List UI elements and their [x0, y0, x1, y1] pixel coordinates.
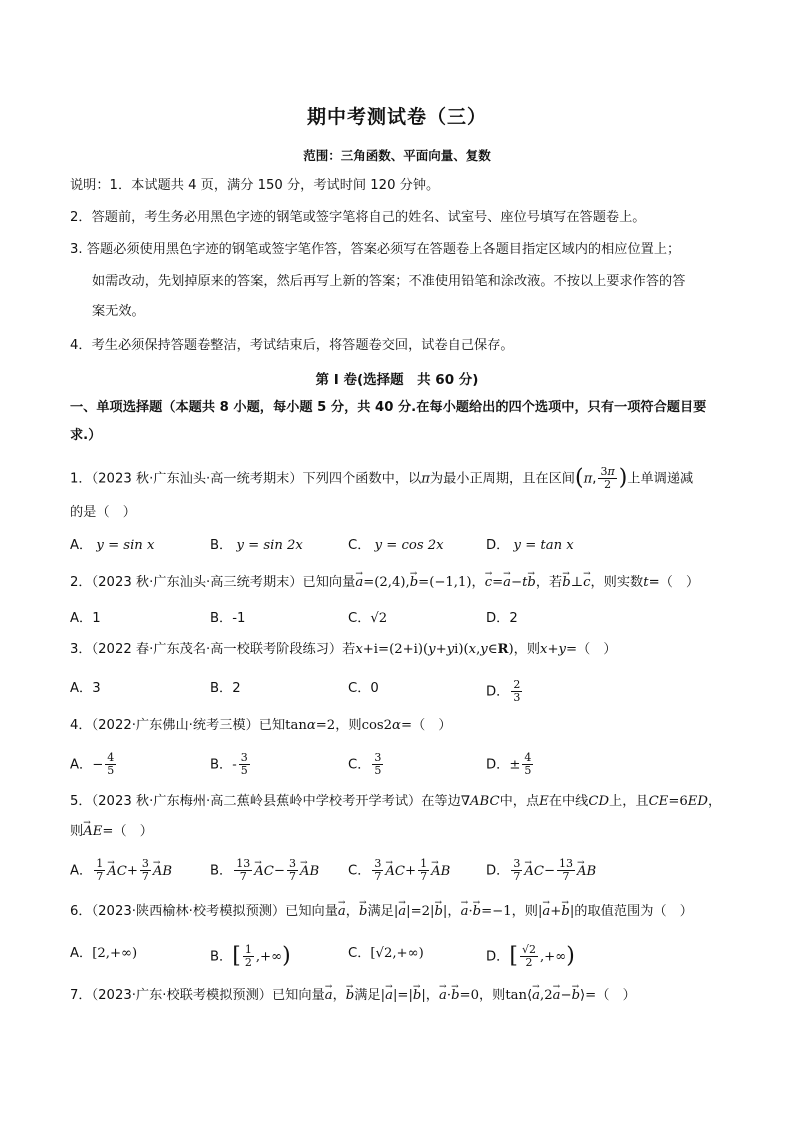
question-6-option-d[interactable]: D．[ $\frac{√2}{2}$ ,+∞) [486, 943, 575, 969]
question-3-option-b[interactable]: B．2 [210, 681, 241, 696]
question-5-stem: 5．（2023 秋·广东梅州·高二蕉岭县蕉岭中学校考开学考试）在等边∇ABC中，点E在中线CD上，且CE=6ED， [70, 794, 722, 809]
question-6-stem: 6．（2023·陕西榆林·校考模拟预测）已知向量→ a，→ b满足|→ a|=2|→ b|，→ a·→ b=−1，则|→ a+→ b|的取值范围为（ ） [70, 902, 693, 922]
question-4-stem: 4．（2022·广东佛山·统考三模）已知tanα=2，则cos2α=（ ） [70, 718, 452, 733]
instruction-1: 说明：1．本试题共 4 页，满分 150 分，考试时间 120 分钟。 [70, 178, 440, 193]
question-1-stem-cont: 的是（ ） [70, 505, 136, 520]
question-5-option-a[interactable]: A． $\frac{1}{7}$ → AC+ $\frac{3}{7}$ → AB [70, 858, 172, 883]
question-6-option-b[interactable]: B．[ $\frac{1}{2}$ ,+∞) [210, 943, 291, 969]
section-title: 第 I 卷(选择题 共 60 分) [315, 372, 479, 388]
instruction-3-cont: 如需改动，先划掉原来的答案，然后再写上新的答案；不准使用铅笔和涂改液。不按以上要求作答的答 [92, 274, 686, 289]
instruction-2: 2．答题前，考生务必用黑色字迹的钢笔或签字笔将自己的姓名、试室号、座位号填写在答题卷上。 [70, 210, 646, 225]
part-heading-cont: 求.） [70, 428, 102, 443]
question-5-option-b[interactable]: B． $\frac{13}{7}$ → AC− $\frac{3}{7}$ → AB [210, 858, 319, 883]
question-6-option-a[interactable]: A．[2,+∞) [70, 946, 138, 961]
question-2-option-c[interactable]: C．√2 [348, 611, 388, 626]
question-1-option-d[interactable]: D． y = tan x [486, 538, 574, 553]
question-7-stem: 7．（2023·广东·校联考模拟预测）已知向量→ a，→ b满足|→ a|=|→ b|，→ a·→ b=0，则tan⟨→ a,2→ a−→ b⟩=（ ） [70, 986, 636, 1006]
exam-scope: 范围：三角函数、平面向量、复数 [303, 148, 491, 163]
question-3-option-a[interactable]: A．3 [70, 681, 101, 696]
question-5-stem-cont: 则→ AE=（ ） [70, 822, 153, 842]
question-1-option-a[interactable]: A． y = sin x [70, 538, 155, 553]
instruction-4: 4．考生必须保持答题卷整洁，考试结束后，将答题卷交回，试卷自己保存。 [70, 338, 514, 353]
page-title: 期中考测试卷（三） [306, 106, 487, 128]
question-6-option-c[interactable]: C．[√2,+∞) [348, 946, 424, 961]
question-4-option-a[interactable]: A．− $\frac{4}{5}$ [70, 751, 115, 777]
question-1-stem: 1．（2023 秋·广东汕头·高一统考期末）下列四个函数中，以π为最小正周期，且在区间(π, $\frac{3\pi}{2}$ )上单调递减 [70, 465, 694, 491]
question-1-option-b[interactable]: B． y = sin 2x [210, 538, 303, 553]
question-4-option-d[interactable]: D．± $\frac{4}{5}$ [486, 751, 532, 777]
question-3-option-c[interactable]: C．0 [348, 681, 379, 696]
part-heading: 一、单项选择题（本题共 8 小题，每小题 5 分，共 40 分.在每小题给出的四个选项中，只有一项符合题目要 [70, 400, 707, 415]
instruction-3-cont2: 案无效。 [92, 304, 145, 319]
question-2-option-b[interactable]: B．-1 [210, 611, 246, 626]
question-3-stem: 3．（2022 春·广东茂名·高一校联考阶段练习）若x+i=(2+i)(y+yi)(x,y∈R)，则x+y=（ ） [70, 642, 617, 657]
question-1-option-c[interactable]: C． y = cos 2x [348, 538, 444, 553]
question-2-option-a[interactable]: A．1 [70, 611, 101, 626]
question-3-option-d[interactable]: D． $\frac{2}{3}$ [486, 678, 521, 704]
instruction-3: 3. 答题必须使用黑色字迹的钢笔或签字笔作答，答案必须写在答题卷上各题目指定区域内的相应位置上； [70, 242, 681, 257]
question-2-stem: 2．（2023 秋·广东汕头·高三统考期末）已知向量→ a=(2,4),→ b=(−1,1)，→ c=→ a−t→ b，若→ b⊥→ c，则实数t=（ ） [70, 573, 699, 593]
question-5-option-c[interactable]: C． $\frac{3}{7}$ → AC+ $\frac{1}{7}$ → AB [348, 858, 450, 883]
question-4-option-b[interactable]: B．- $\frac{3}{5}$ [210, 751, 248, 777]
question-2-option-d[interactable]: D．2 [486, 611, 518, 626]
question-5-option-d[interactable]: D． $\frac{3}{7}$ → AC− $\frac{13}{7}$ → AB [486, 858, 596, 883]
question-4-option-c[interactable]: C． $\frac{3}{5}$ [348, 751, 382, 777]
